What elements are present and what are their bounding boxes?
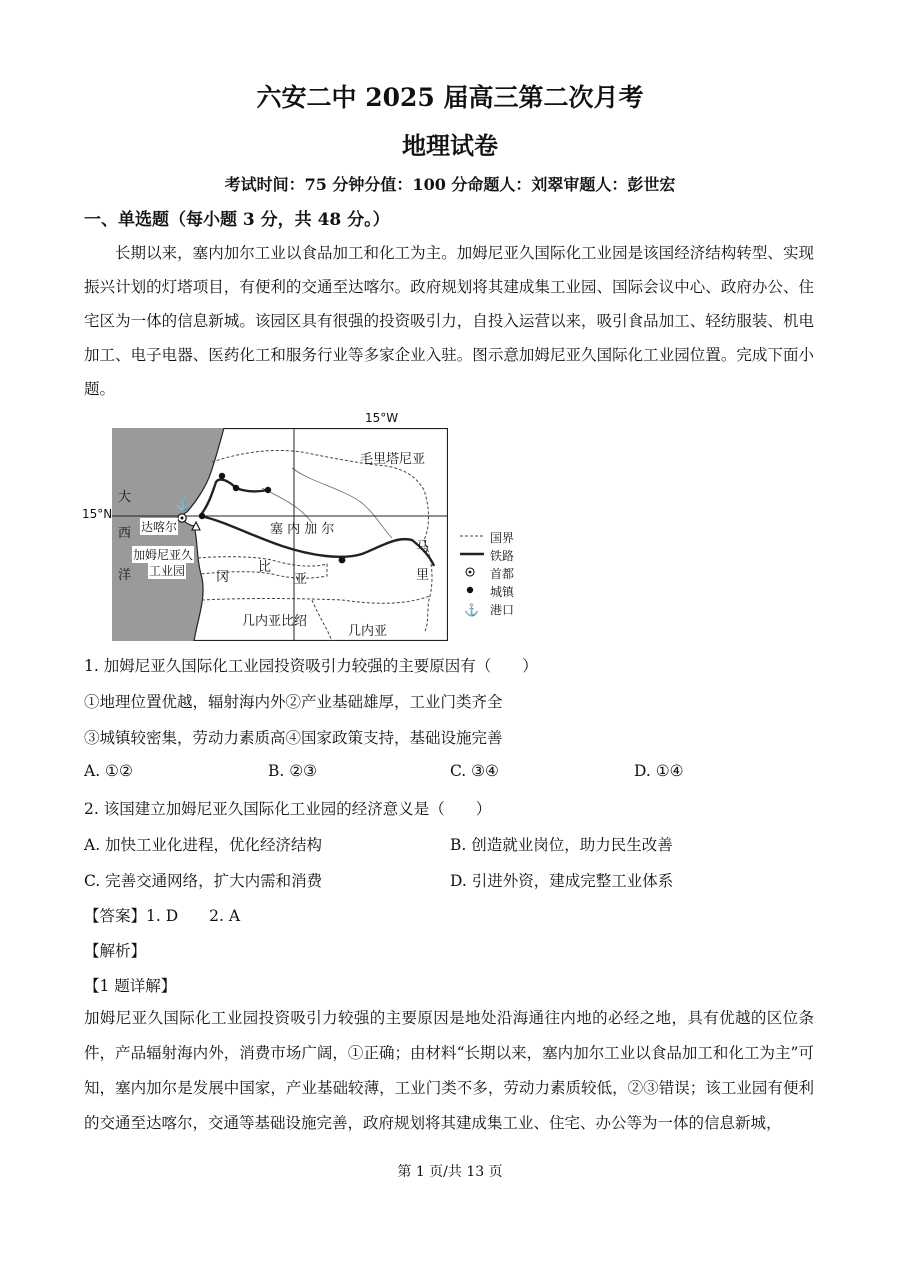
latitude-label: 15°N — [82, 507, 113, 521]
page-footer: 第 1 页/共 13 页 — [397, 1164, 503, 1180]
exam-subject: 地理试卷 — [402, 131, 498, 160]
question-2-option-a: A. 加快工业化进程，优化经济结构 — [84, 836, 323, 854]
question-2-option-b: B. 创造就业岗位，助力民生改善 — [450, 836, 673, 854]
legend-port-label: 港口 — [490, 603, 515, 617]
question-2-stem: 2. 该国建立加姆尼亚久国际化工业园的经济意义是（ ） — [84, 800, 492, 818]
port-icon: ⚓ — [175, 497, 192, 512]
detail-paragraph — [84, 1001, 814, 1141]
town-marker — [339, 557, 346, 564]
question-2-option-d: D. 引进外资，建成完整工业体系 — [450, 872, 674, 890]
map-label-ocean: 洋 — [118, 568, 132, 583]
question-1-statements: ①地理位置优越，辐射海内外②产业基础雄厚，工业门类齐全 — [84, 693, 503, 711]
map-legend — [458, 528, 528, 624]
detail-label: 【1 题详解】 — [84, 977, 177, 995]
section-heading: 一、单选题（每小题 3 分，共 48 分。） — [84, 210, 390, 230]
question-1-option-d: D. ①④ — [634, 762, 684, 780]
town-marker — [199, 513, 205, 519]
question-1-option-a: A. ①② — [84, 762, 133, 780]
map-label-mali: 里 — [416, 568, 430, 583]
map-label-gambia: 比 — [258, 560, 272, 575]
map-label-ocean: 大 — [118, 490, 132, 505]
answer-label: 【答案】 — [84, 907, 147, 925]
passage-text: 长期以来，塞内加尔工业以食品加工和化工为主。加姆尼亚久国际化工业园是该国经济结构转型、实现振兴计划的灯塔项目，有便利的交通至达喀尔。政府规划将其建成集工业园、国际会议中心、政府办公、住宅区为一体的信息新城。该园区具有很强的投资吸引力，自投入运营以来，吸引食品加工、轻纺服装、机电加工、电子电器、医药化工和服务行业等多家企业入驻。图示意加姆尼亚久国际化工业园位置。完成下面小题。 — [84, 244, 814, 398]
answer-values: 1. D 2. A — [146, 907, 241, 925]
question-1-statements: ③城镇较密集，劳动力素质高④国家政策支持，基础设施完善 — [84, 729, 503, 747]
legend-railway-label: 铁路 — [490, 549, 515, 563]
svg-text:⚓: ⚓ — [464, 603, 479, 617]
town-marker — [233, 485, 239, 491]
map-label-gambia: 亚 — [294, 572, 308, 587]
analysis-label: 【解析】 — [84, 942, 147, 960]
map-label-mauritania: 毛里塔尼亚 — [360, 452, 426, 467]
legend-capital-label: 首都 — [490, 567, 515, 581]
question-2-option-c: C. 完善交通网络，扩大内需和消费 — [84, 872, 323, 890]
exam-info: 考试时间：75 分钟分值：100 分命题人：刘翠审题人：彭世宏 — [224, 175, 676, 194]
longitude-label: 15°W — [365, 411, 399, 425]
map-label-guinea: 几内亚 — [348, 624, 388, 639]
map-label-mali: 马 — [416, 540, 430, 555]
map-label-ocean: 西 — [118, 526, 132, 541]
legend-border-label: 国界 — [490, 531, 515, 545]
map-label-senegal: 塞 内 加 尔 — [270, 522, 335, 537]
town-marker — [219, 473, 225, 479]
legend-symbols — [458, 528, 488, 624]
map-label-dakar: 达喀尔 — [141, 520, 178, 534]
location-map — [82, 411, 448, 641]
answer-line — [84, 904, 240, 926]
passage — [84, 236, 814, 406]
map-label-park: 工业园 — [149, 564, 186, 578]
question-1-option-c: C. ③④ — [450, 762, 499, 780]
map-label-park: 加姆尼亚久 — [133, 548, 194, 562]
detail-text: 加姆尼亚久国际化工业园投资吸引力较强的主要原因是地处沿海通往内地的必经之地，具有优越的区位条件，产品辐射海内外，消费市场广阔，①正确；由材料“长期以来，塞内加尔工业以食品加工和化工为主”可知，塞内加尔是发展中国家，产业基础较薄，工业门类不多，劳动力素质较低，②③错误；该工业园有便利的交通至达喀尔，交通等基础设施完善，政府规划将其建成集工业、住宅、办公等为一体的信息新城， — [84, 1009, 814, 1132]
question-1-stem: 1. 加姆尼亚久国际化工业园投资吸引力较强的主要原因有（ ） — [84, 657, 538, 675]
question-1-option-b: B. ②③ — [268, 762, 318, 780]
town-marker — [265, 487, 271, 493]
map-label-guinea-bissau: 几内亚比绍 — [242, 614, 308, 629]
map-label-gambia: 冈 — [216, 570, 230, 585]
legend-town-label: 城镇 — [490, 585, 515, 599]
exam-title: 六安二中 2025 届高三第二次月考 — [256, 83, 644, 112]
